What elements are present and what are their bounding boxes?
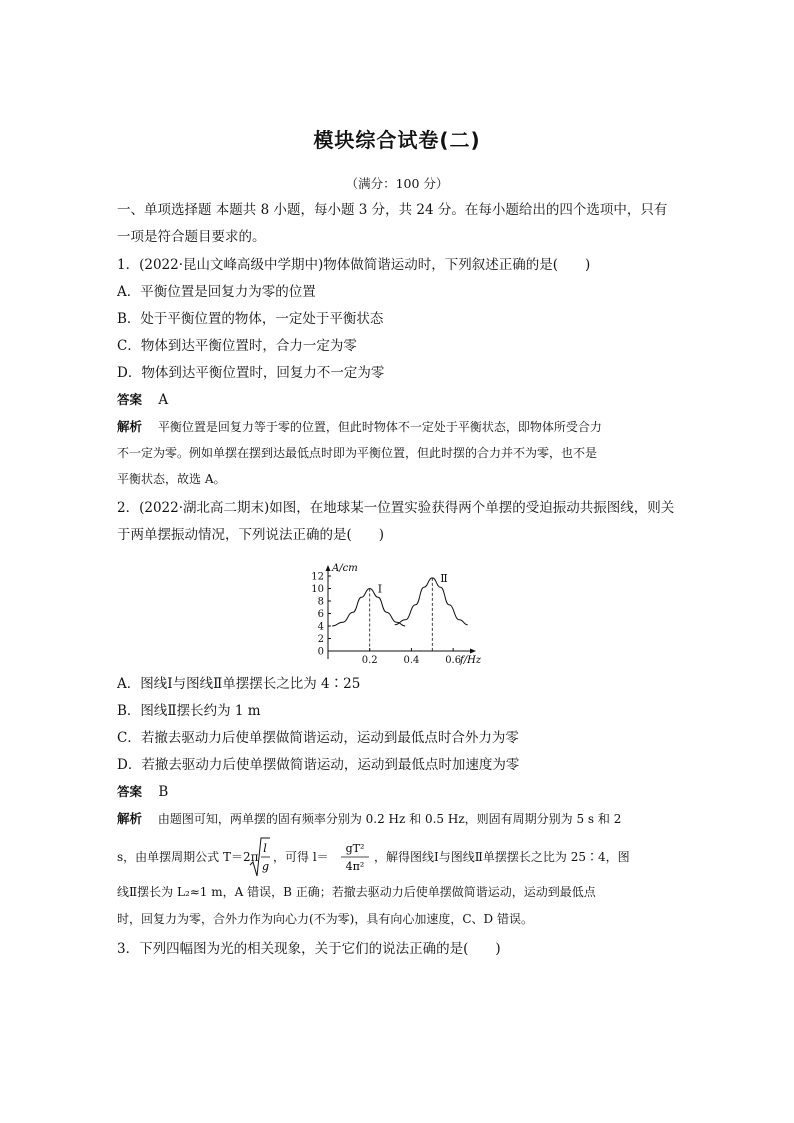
y-axis-arrow bbox=[326, 565, 331, 571]
q1-option-c: C．物体到达平衡位置时，合力一定为零 bbox=[117, 338, 357, 354]
q2-option-c: C．若撤去驱动力后使单摆做简谐运动，运动到最低点时合外力为零 bbox=[117, 730, 519, 746]
section-header-line-1: 一、单项选择题 本题共 8 小题，每小题 3 分，共 24 分。在每小题给出的四个选项中，只有 bbox=[117, 202, 668, 218]
q2-option-b: B．图线Ⅱ摆长约为 1 m bbox=[117, 703, 261, 719]
y-tick-label: 6 bbox=[317, 609, 324, 620]
q1-answer bbox=[117, 391, 168, 409]
q2-answer bbox=[117, 783, 168, 801]
fraction-denominator: 4π² bbox=[345, 860, 365, 873]
section-header-line-2: 一项是符合题目要求的。 bbox=[117, 229, 266, 245]
y-tick-label: 2 bbox=[317, 634, 324, 645]
q2-analysis-line-1 bbox=[117, 810, 621, 828]
q2-analysis-line-3: 线Ⅱ摆长为 L₂≈1 m，A 错误，B 正确；若撤去驱动力后使单摆做简谐运动，运动到最低点 bbox=[117, 885, 596, 899]
formula-text-middle: ，可得 l＝ bbox=[273, 850, 329, 864]
q2-option-a: A．图线Ⅰ与图线Ⅱ单摆摆长之比为 4∶25 bbox=[117, 676, 361, 692]
q1-option-b: B．处于平衡位置的物体，一定处于平衡状态 bbox=[117, 311, 384, 327]
q1-analysis-line-2: 不一定为零。例如单摆在摆到达最低点时即为平衡位置，但此时摆的合力并不为零，也不是 bbox=[117, 446, 598, 460]
answer-value: B bbox=[158, 784, 169, 800]
q2-analysis-line-4: 时，回复力为零，合外力作为向心力(不为零)，具有向心加速度，C、D 错误。 bbox=[117, 912, 533, 926]
y-tick-label: 10 bbox=[311, 584, 324, 595]
answer-label: 答案 bbox=[117, 784, 143, 799]
page-title: 模块综合试卷(二) bbox=[313, 128, 481, 152]
q3-stem: 3．下列四幅图为光的相关现象，关于它们的说法正确的是( ) bbox=[117, 941, 501, 957]
score-note: （满分：100 分） bbox=[345, 176, 449, 191]
period-fraction bbox=[339, 835, 371, 879]
analysis-text: 由题图可知，两单摆的固有频率分别为 0.2 Hz 和 0.5 Hz，则固有周期分别为 5 s 和 2 bbox=[157, 812, 622, 826]
x-tick-label: 0.2 bbox=[361, 655, 378, 666]
x-tick-label: 0.6 bbox=[445, 655, 462, 666]
x-axis-arrow bbox=[470, 649, 476, 654]
sqrt-fraction bbox=[249, 835, 271, 879]
formula-text-before: s，由单摆周期公式 T＝2π bbox=[117, 850, 259, 864]
q2-stem-line-1: 2．(2022·湖北高二期末)如图，在地球某一位置实验获得两个单摆的受迫振动共振图线，则关 bbox=[117, 500, 675, 516]
y-tick-label: 0 bbox=[317, 646, 324, 658]
answer-label: 答案 bbox=[117, 392, 143, 407]
analysis-text: 平衡位置是回复力等于零的位置，但此时物体不一定处于平衡状态，即物体所受合力 bbox=[157, 420, 602, 434]
q1-option-a: A．平衡位置是回复力为零的位置 bbox=[117, 284, 316, 300]
y-axis-label: A/cm bbox=[332, 563, 358, 574]
fraction-numerator: gT² bbox=[345, 842, 365, 855]
q2-option-d: D．若撤去驱动力后使单摆做简谐运动，运动到最低点时加速度为零 bbox=[117, 757, 520, 773]
sqrt-numerator: l bbox=[263, 842, 267, 855]
y-tick-label: 4 bbox=[317, 621, 324, 633]
y-tick-label: 12 bbox=[311, 571, 324, 583]
formula-text-after: ，解得图线Ⅰ与图线Ⅱ单摆摆长之比为 25∶4，图 bbox=[374, 850, 630, 864]
curve-label-2: Ⅱ bbox=[440, 571, 448, 585]
q2-stem-line-2: 于两单摆振动情况，下列说法正确的是( ) bbox=[117, 527, 385, 543]
answer-value: A bbox=[158, 392, 169, 408]
curve-2 bbox=[395, 578, 468, 625]
curve-1 bbox=[332, 589, 405, 627]
analysis-label: 解析 bbox=[117, 811, 143, 826]
q1-option-d: D．物体到达平衡位置时，回复力不一定为零 bbox=[117, 365, 385, 381]
x-tick-label: 0.4 bbox=[403, 655, 420, 666]
analysis-label: 解析 bbox=[117, 419, 143, 434]
q1-analysis-line-1 bbox=[117, 418, 602, 436]
q1-analysis-line-3: 平衡状态，故选 A。 bbox=[117, 472, 226, 486]
x-axis-label: f/Hz bbox=[460, 655, 482, 666]
series bbox=[332, 572, 468, 651]
curve-label-1: Ⅰ bbox=[377, 582, 383, 596]
sqrt-denominator: g bbox=[261, 860, 270, 873]
y-tick-label: 8 bbox=[317, 596, 324, 608]
resonance-chart bbox=[308, 562, 488, 672]
q1-stem: 1．(2022·昆山文峰高级中学期中)物体做简谐运动时，下列叙述正确的是( ) bbox=[117, 257, 591, 273]
